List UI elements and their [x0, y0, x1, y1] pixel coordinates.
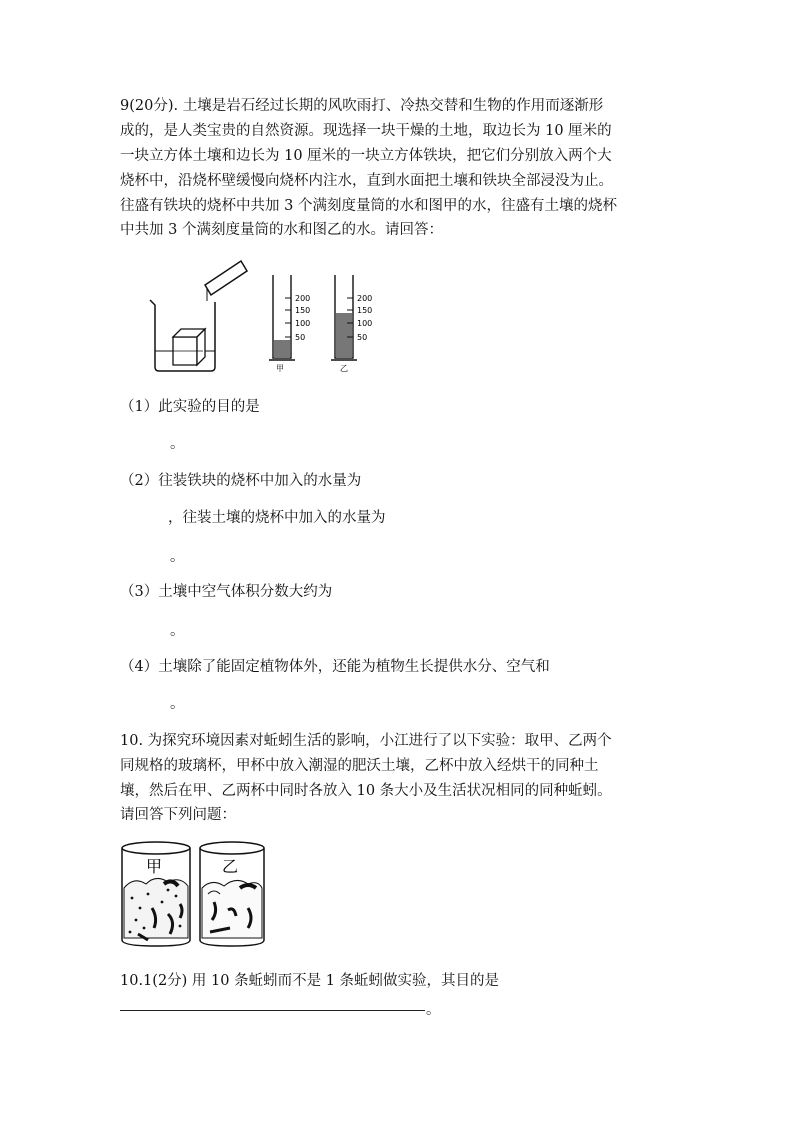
q9-line-1: 9(20分). 土壤是岩石经过长期的风吹雨打、冷热交替和生物的作用而逐渐形	[120, 98, 604, 114]
q10-line-3: 壤，然后在甲、乙两杯中同时各放入 10 条大小及生活状况相同的同种蚯蚓。	[120, 783, 612, 799]
cup-yi	[200, 842, 264, 946]
cup-label-jia: 甲	[146, 857, 163, 876]
jia-tick-200: 200	[295, 294, 311, 303]
q9-line-5: 往盛有铁块的烧杯中共加 3 个满刻度量筒的水和图甲的水，往盛有土壤的烧杯	[120, 198, 617, 214]
label-yi: 乙	[340, 364, 348, 373]
cup-jia	[122, 842, 190, 946]
yi-tick-200: 200	[357, 294, 373, 303]
jia-tick-50: 50	[295, 333, 306, 342]
pouring-tube	[205, 261, 247, 301]
cylinder-yi	[331, 275, 372, 373]
q9-line-6: 中共加 3 个满刻度量筒的水和图乙的水。请回答：	[120, 222, 443, 238]
q9-sub4: （4）土壤除了能固定植物体外，还能为植物生长提供水分、空气和	[120, 659, 550, 675]
q9-sub1-period: 。	[170, 436, 185, 452]
yi-tick-50: 50	[357, 333, 368, 342]
q9-sub4-period: 。	[170, 696, 185, 712]
jia-tick-100: 100	[295, 319, 311, 328]
q9-sub2-period: 。	[170, 549, 185, 565]
q10-1-text: 10.1(2分) 用 10 条蚯蚓而不是 1 条蚯蚓做实验，其目的是	[120, 973, 500, 989]
q10-line-1: 10. 为探究环境因素对蚯蚓生活的影响，小江进行了以下实验：取甲、乙两个	[120, 733, 612, 749]
yi-tick-100: 100	[357, 319, 373, 328]
q10-figure	[118, 838, 278, 950]
q10-1-answer-line[interactable]	[120, 1010, 425, 1011]
q10-line-2: 同规格的玻璃杯，甲杯中放入潮湿的肥沃土壤，乙杯中放入经烘干的同种土	[120, 758, 599, 774]
yi-tick-150: 150	[357, 306, 373, 315]
q9-sub2: （2）往装铁块的烧杯中加入的水量为	[120, 473, 362, 489]
q10-1-period: 。	[426, 1002, 441, 1018]
q9-sub3-period: 。	[170, 623, 185, 639]
q9-line-4: 烧杯中，沿烧杯壁缓慢向烧杯内注水，直到水面把土壤和铁块全部浸没为止。	[120, 173, 613, 189]
q9-sub3: （3）土壤中空气体积分数大约为	[120, 584, 333, 600]
q9-sub1: （1）此实验的目的是	[120, 399, 260, 415]
q9-figure	[145, 255, 385, 375]
cylinder-jia	[269, 275, 310, 373]
beaker	[150, 300, 215, 371]
q10-line-4: 请回答下列问题：	[120, 807, 236, 823]
q9-line-3: 一块立方体土壤和边长为 10 厘米的一块立方体铁块，把它们分别放入两个大	[120, 148, 612, 164]
q9-sub2-cont: ，往装土壤的烧杯中加入的水量为	[168, 510, 386, 526]
label-jia: 甲	[276, 364, 284, 373]
q9-line-2: 成的，是人类宝贵的自然资源。现选择一块干燥的土地，取边长为 10 厘米的	[120, 123, 612, 139]
cup-label-yi: 乙	[222, 857, 239, 876]
jia-tick-150: 150	[295, 306, 311, 315]
